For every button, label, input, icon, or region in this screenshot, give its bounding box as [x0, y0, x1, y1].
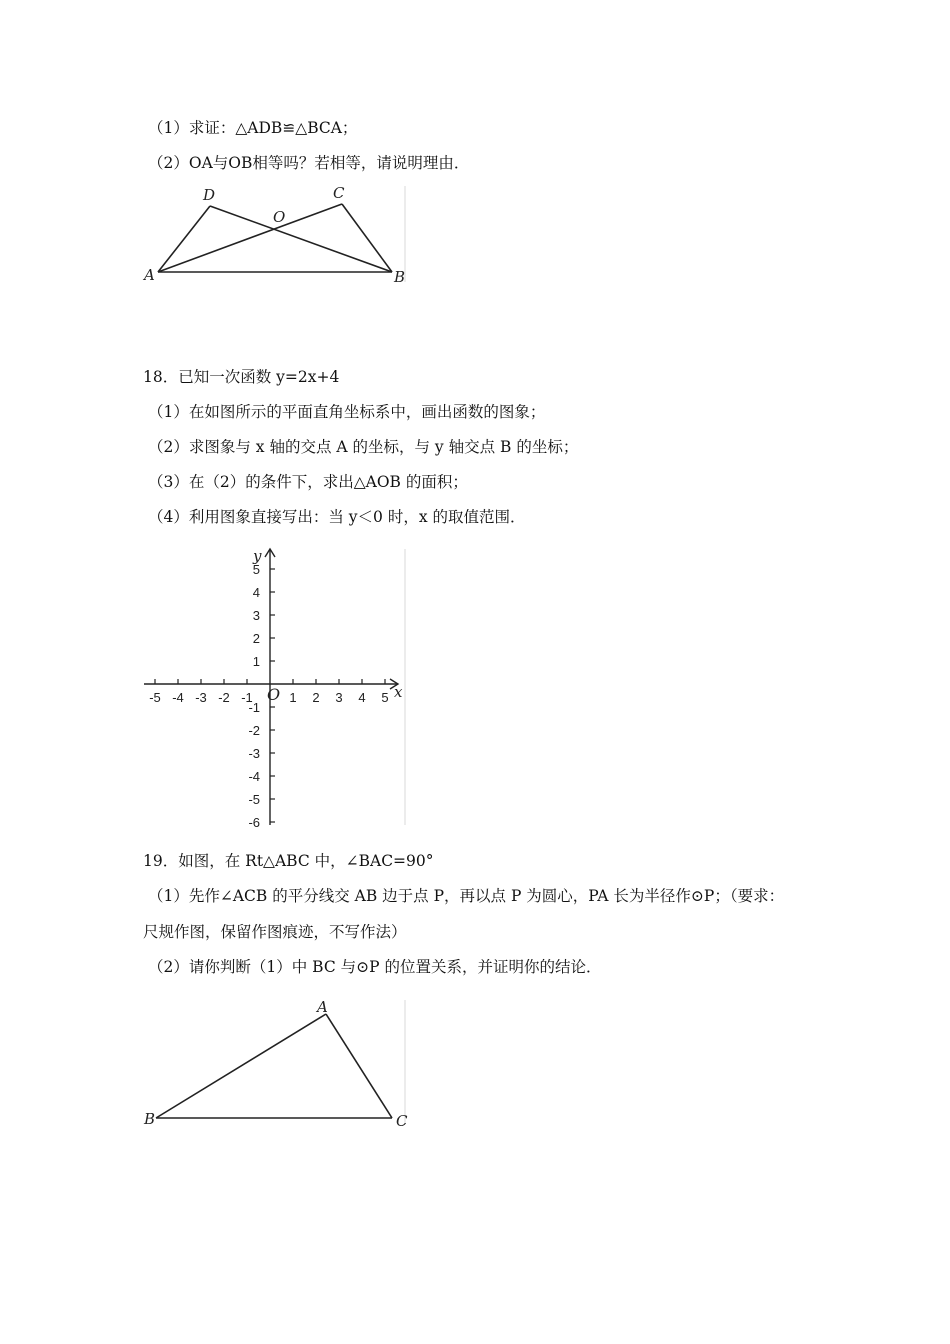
- q19-part1-line1: （1）先作∠ACB 的平分线交 AB 边于点 P，再以点 P 为圆心，PA 长为半径作⊙P；（要求：: [148, 887, 785, 905]
- segment-ba: [156, 1014, 326, 1118]
- x-tick-label: 3: [335, 690, 343, 705]
- y-tick-label: -5: [248, 792, 260, 807]
- label-b: B: [394, 268, 406, 286]
- y-axis-label: y: [253, 547, 262, 565]
- x-axis-label: x: [394, 683, 403, 701]
- y-tick-label: -4: [248, 769, 260, 784]
- q18-part2: （2）求图象与 x 轴的交点 A 的坐标，与 y 轴交点 B 的坐标；: [148, 438, 579, 456]
- x-tick-label: -2: [218, 690, 230, 705]
- q18-part4: （4）利用图象直接写出：当 y＜0 时，x 的取值范围．: [148, 508, 526, 526]
- q18-coordinate-graph: [140, 545, 415, 830]
- label-a: A: [144, 266, 155, 284]
- label-o: O: [273, 208, 286, 226]
- x-tick-label: 1: [289, 690, 297, 705]
- x-tick-label: 5: [381, 690, 389, 705]
- segment-cb: [342, 204, 392, 272]
- x-tick-label: -1: [241, 690, 253, 705]
- y-tick-label: -1: [248, 700, 260, 715]
- x-tick-label: -3: [195, 690, 207, 705]
- x-tick-label: -5: [149, 690, 161, 705]
- label-d: D: [203, 186, 216, 204]
- q19-figure: [140, 996, 415, 1134]
- q18-part1: （1）在如图所示的平面直角坐标系中，画出函数的图象；: [148, 403, 546, 421]
- y-tick-label: -2: [248, 723, 260, 738]
- x-tick-label: 2: [312, 690, 320, 705]
- label-c: C: [396, 1112, 408, 1130]
- q19-part1-line2: 尺规作图，保留作图痕迹，不写作法）: [143, 923, 407, 941]
- x-tick-label: -4: [172, 690, 184, 705]
- segment-db: [210, 206, 392, 272]
- x-tick-label: 4: [358, 690, 366, 705]
- label-b: B: [144, 1110, 156, 1128]
- q18-stem: 18．已知一次函数 y=2x+4: [143, 368, 340, 386]
- y-tick-label: -6: [248, 815, 260, 830]
- q17-figure: [140, 182, 415, 292]
- q19-part2: （2）请你判断（1）中 BC 与⊙P 的位置关系，并证明你的结论．: [148, 958, 602, 976]
- q18-part3: （3）在（2）的条件下，求出△AOB 的面积；: [148, 473, 468, 491]
- label-c: C: [333, 184, 345, 202]
- y-tick-label: 2: [252, 631, 260, 646]
- q19-stem: 19．如图，在 Rt△ABC 中，∠BAC=90°: [143, 852, 434, 870]
- y-tick-label: -3: [248, 746, 260, 761]
- segment-ac: [326, 1014, 392, 1118]
- origin-label: O: [267, 685, 281, 704]
- y-tick-label: 5: [252, 562, 260, 577]
- y-tick-label: 1: [252, 654, 260, 669]
- q17-part1: （1）求证：△ADB≌△BCA；: [148, 119, 358, 137]
- y-tick-label: 4: [252, 585, 260, 600]
- label-a: A: [317, 998, 328, 1016]
- q17-part2: （2）OA与OB相等吗？若相等，请说明理由．: [148, 154, 470, 172]
- y-tick-label: 3: [252, 608, 260, 623]
